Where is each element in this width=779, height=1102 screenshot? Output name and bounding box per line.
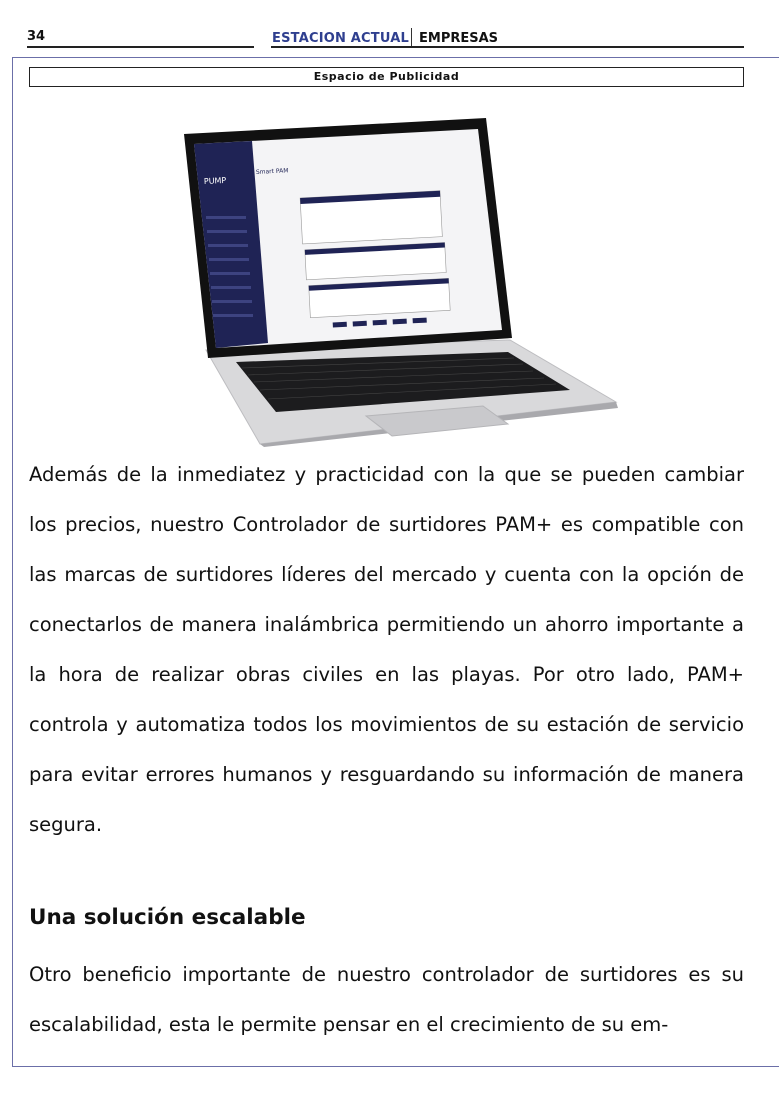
section-heading: Una solución escalable xyxy=(29,905,306,930)
category-label: EMPRESAS xyxy=(419,31,499,46)
header-separator xyxy=(411,28,412,46)
laptop-image xyxy=(178,112,618,447)
laptop-app-title: Smart PAM xyxy=(255,167,289,176)
laptop-brand: PUMP xyxy=(203,175,227,186)
section-title: ESTACION ACTUAL xyxy=(272,31,409,46)
paragraph-1: Además de la inmediatez y practicidad con la que se pueden cambiar los precios, nuestro Controlador de surtidores PAM+ es compatible con las marcas de surtidores líderes del mercado y cuenta con la opción de conectarlos de manera inalámbrica permitiendo un ahorro importante a la hora de realizar obras civiles en las playas. Por otro lado, PAM+ controla y automatiza todos los movimientos de su estación de servicio para evitar errores humanos y resguardando su información de manera segura. xyxy=(29,463,744,836)
header-rule-right xyxy=(271,46,744,48)
header-rule-left xyxy=(27,46,254,48)
ad-label: Espacio de Publicidad xyxy=(29,67,744,87)
paragraph-2: Otro beneficio importante de nuestro controlador de surtidores es su escalabilidad, esta le permite pensar en el crecimiento de su em- xyxy=(29,963,744,1036)
page-number: 34 xyxy=(27,29,46,44)
